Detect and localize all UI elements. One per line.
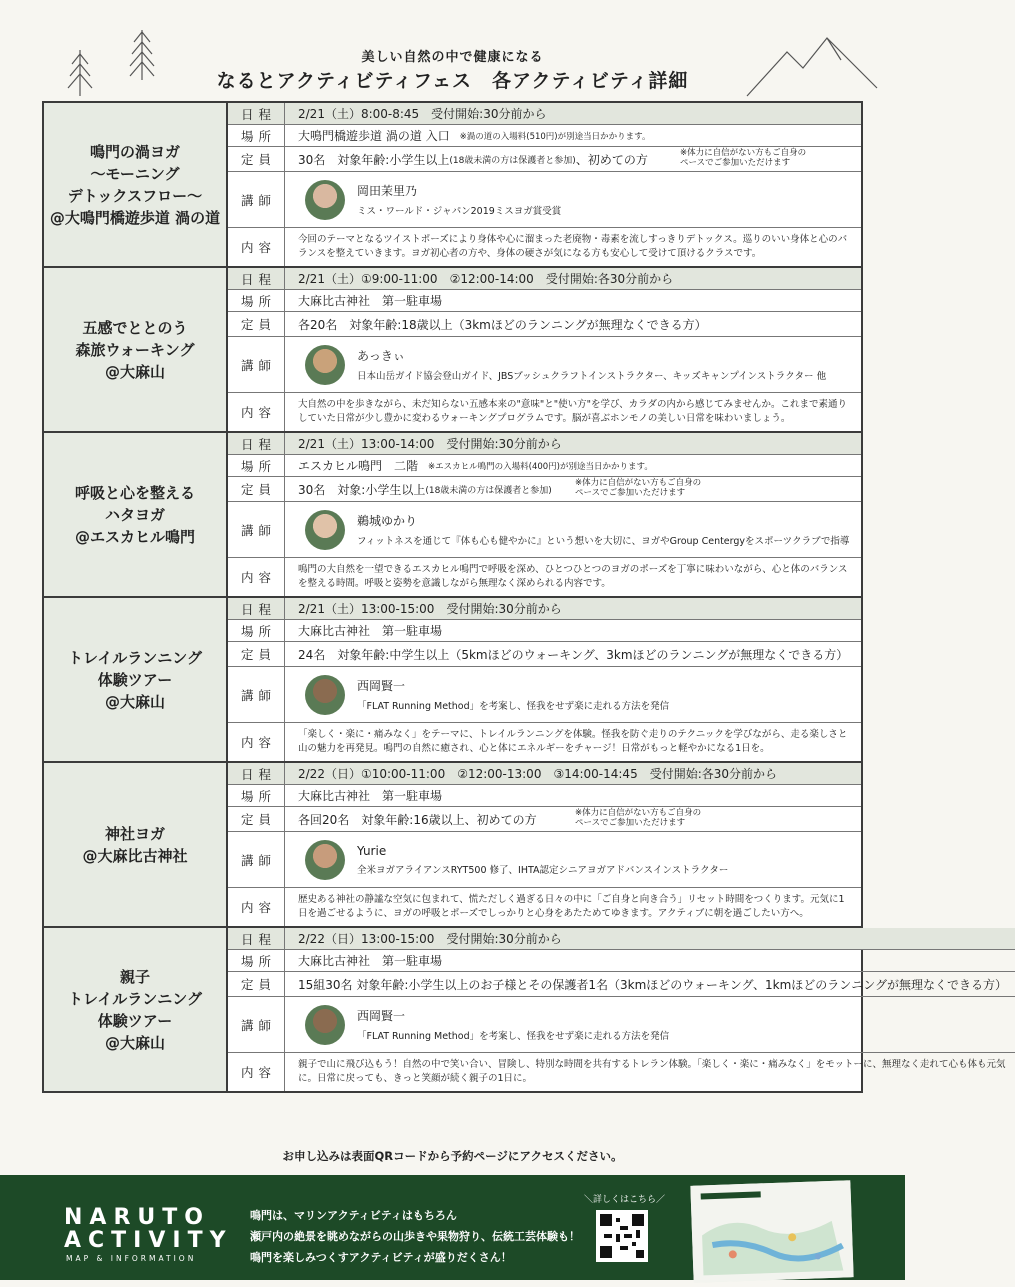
activity-name: トレイルランニング 体験ツアー @大麻山 bbox=[44, 598, 228, 761]
instructor-value bbox=[285, 172, 861, 227]
capacity-value bbox=[285, 147, 861, 171]
place-row bbox=[228, 950, 1015, 972]
schedule-label: 日程 bbox=[228, 928, 285, 949]
activity-name: 鳴門の渦ヨガ 〜モーニング デトックスフロー〜 @大鳴門橋遊歩道 渦の道 bbox=[44, 103, 228, 266]
capacity-value bbox=[285, 972, 1015, 996]
place-text: エスカヒル鳴門 二階 bbox=[298, 459, 419, 473]
activity-details bbox=[228, 928, 1015, 1091]
activity-block bbox=[44, 928, 1008, 1091]
activity-details bbox=[228, 268, 861, 431]
instructor-row bbox=[228, 997, 1015, 1053]
activity-name: 神社ヨガ @大麻比古神社 bbox=[44, 763, 228, 926]
instructor-name: Yurie bbox=[357, 843, 387, 858]
instructor-name: 西岡賢一 bbox=[357, 1009, 406, 1023]
schedule-value: 2/21（土）13:00-15:00 受付開始:30分前から bbox=[285, 598, 861, 619]
header bbox=[0, 0, 905, 100]
content-row bbox=[228, 1053, 1015, 1091]
schedule-label: 日程 bbox=[228, 103, 285, 124]
capacity-label: 定員 bbox=[228, 972, 285, 996]
activity-block bbox=[44, 103, 861, 268]
place-label: 場所 bbox=[228, 455, 285, 476]
capacity-text: 24名 対象年齢:中学生以上（5kmほどのウォーキング、3kmほどのランニングが無理なくできる方） bbox=[298, 647, 849, 662]
apply-notice: お申し込みは表面QRコードから予約ページにアクセスください。 bbox=[282, 1149, 623, 1163]
place-value bbox=[285, 950, 1015, 971]
instructor-row bbox=[228, 832, 861, 888]
instructor-name: 岡田茉里乃 bbox=[357, 184, 418, 198]
content-value bbox=[285, 888, 861, 926]
content-label: 内容 bbox=[228, 393, 285, 431]
capacity-text: 各回20名 対象年齢:16歳以上、初めての方 bbox=[298, 812, 537, 827]
capacity-note: ※体力に自信がない方もご自身の ペースでご参加いただけます bbox=[680, 148, 807, 168]
instructor-description: ミス・ワールド・ジャパン2019ミスヨガ賞受賞 bbox=[357, 206, 562, 217]
instructor-name: 西岡賢一 bbox=[357, 679, 406, 693]
place-row bbox=[228, 620, 861, 642]
place-label: 場所 bbox=[228, 125, 285, 146]
activity-block bbox=[44, 433, 861, 598]
capacity-text: 30名 対象年齢:小学生以上 bbox=[298, 152, 450, 167]
capacity-tail: 、初めての方 bbox=[575, 152, 648, 167]
schedule-label: 日程 bbox=[228, 433, 285, 454]
instructor-label: 講師 bbox=[228, 502, 285, 557]
instructor-label: 講師 bbox=[228, 997, 285, 1052]
instructor-row bbox=[228, 502, 861, 558]
instructor-description: 日本山岳ガイド協会登山ガイド、JBSブッシュクラフトインストラクター、キッズキャンプインストラクター 他 bbox=[357, 371, 827, 382]
instructor-avatar bbox=[305, 840, 345, 880]
schedule-value: 2/21（土）8:00-8:45 受付開始:30分前から bbox=[285, 103, 861, 124]
footer-text-line: 瀬戸内の絶景を眺めながらの山歩きや果物狩り、伝統工芸体験も！ bbox=[250, 1230, 580, 1243]
place-label: 場所 bbox=[228, 785, 285, 806]
qr-code[interactable] bbox=[596, 1210, 648, 1262]
schedule-row bbox=[228, 928, 1015, 950]
place-label: 場所 bbox=[228, 290, 285, 311]
place-note: ※エスカヒル鳴門の入場料(400円)が別途当日かかります。 bbox=[428, 461, 653, 472]
instructor-value bbox=[285, 337, 861, 392]
capacity-text: 各20名 対象年齢:18歳以上（3kmほどのランニングが無理なくできる方） bbox=[298, 317, 707, 332]
content-row bbox=[228, 888, 861, 926]
instructor-row bbox=[228, 667, 861, 723]
logo-text-line1: NARUTO bbox=[64, 1205, 210, 1230]
place-value bbox=[285, 455, 861, 476]
map-thumbnail-image bbox=[690, 1180, 853, 1283]
place-value bbox=[285, 620, 861, 641]
instructor-info bbox=[357, 512, 849, 547]
instructor-avatar bbox=[305, 180, 345, 220]
schedule-row bbox=[228, 268, 861, 290]
place-row bbox=[228, 455, 861, 477]
content-label: 内容 bbox=[228, 558, 285, 596]
capacity-label: 定員 bbox=[228, 312, 285, 336]
content-row bbox=[228, 393, 861, 431]
capacity-row bbox=[228, 807, 861, 832]
place-text: 大鳴門橋遊歩道 渦の道 入口 bbox=[298, 129, 450, 143]
capacity-note: ※体力に自信がない方もご自身の ペースでご参加いただけます bbox=[575, 478, 702, 498]
instructor-description: フィットネスを通じて『体も心も健やかに』という想いを大切に、ヨガやGroup Centergyをスポーツクラブで指導 bbox=[357, 536, 850, 547]
instructor-avatar bbox=[305, 510, 345, 550]
content-text: 親子で山に飛び込もう！自然の中で笑い合い、冒険し、特別な時間を共有するトレラン体験。「楽しく・楽に・痛みなく」をモットーに、無理なく走れて心も体も元気に。日常に戻っても、きっと笑顔が続く親子の1日に。 bbox=[298, 1059, 1006, 1084]
instructor-label: 講師 bbox=[228, 172, 285, 227]
instructor-value bbox=[285, 502, 861, 557]
content-row bbox=[228, 228, 861, 266]
place-text: 大麻比古神社 第一駐車場 bbox=[298, 294, 443, 308]
content-label: 内容 bbox=[228, 1053, 285, 1091]
qr-label: ＼詳しくはこちら／ bbox=[584, 1195, 666, 1205]
instructor-label: 講師 bbox=[228, 832, 285, 887]
capacity-row bbox=[228, 642, 861, 667]
capacity-value bbox=[285, 807, 861, 831]
instructor-label: 講師 bbox=[228, 337, 285, 392]
capacity-label: 定員 bbox=[228, 147, 285, 171]
activity-block bbox=[44, 268, 861, 433]
content-row bbox=[228, 558, 861, 596]
qr-code-icon bbox=[600, 1214, 644, 1258]
activity-details bbox=[228, 763, 861, 926]
schedule-row bbox=[228, 433, 861, 455]
instructor-avatar bbox=[305, 675, 345, 715]
capacity-value bbox=[285, 642, 861, 666]
schedule-value: 2/22（日）13:00-15:00 受付開始:30分前から bbox=[285, 928, 1015, 949]
instructor-info bbox=[357, 1007, 669, 1042]
place-value bbox=[285, 785, 861, 806]
capacity-value bbox=[285, 477, 861, 501]
instructor-info bbox=[357, 347, 826, 382]
footer bbox=[0, 1175, 905, 1280]
capacity-row bbox=[228, 477, 861, 502]
capacity-subtext: (18歳未満の方は保護者と参加) bbox=[425, 485, 552, 496]
schedule-label: 日程 bbox=[228, 268, 285, 289]
instructor-label: 講師 bbox=[228, 667, 285, 722]
content-value bbox=[285, 228, 861, 266]
content-text: 「楽しく・楽に・痛みなく」をテーマに、トレイルランニングを体験。怪我を防ぐ走りのテクニックを学びながら、走る楽しさと山の魅力を再発見。鳴門の自然に癒され、心と体にエネルギーをチャージ！日常がもっと軽やかになる1日を。 bbox=[298, 729, 848, 754]
instructor-description: 全米ヨガアライアンスRYT500 修了、IHTA認定シニアヨガアドバンスインストラクター bbox=[357, 864, 729, 876]
schedule-label: 日程 bbox=[228, 598, 285, 619]
instructor-name: 鵜城ゆかり bbox=[357, 514, 418, 528]
logo-text-line2: ACTIVITY bbox=[64, 1228, 233, 1253]
capacity-row bbox=[228, 312, 861, 337]
content-value bbox=[285, 723, 861, 761]
schedule-row bbox=[228, 763, 861, 785]
schedule-value: 2/22（日）①10:00-11:00 ②12:00-13:00 ③14:00-14:45 受付開始:各30分前から bbox=[285, 763, 861, 784]
content-text: 大自然の中を歩きながら、未だ知らない五感本来の"意味"と"使い方"を学び、カラダの内から感じてみませんか。これまで素通りしていた日常が少し豊かに変わるウォーキングプログラムです。脳が喜ぶホンモノの美しい日常を味わいましょう。 bbox=[298, 399, 848, 424]
content-label: 内容 bbox=[228, 723, 285, 761]
activity-details bbox=[228, 103, 861, 266]
place-text: 大麻比古神社 第一駐車場 bbox=[298, 624, 443, 638]
activity-details bbox=[228, 433, 861, 596]
instructor-description: 「FLAT Running Method」を考案し、怪我をせず楽に走れる方法を発信 bbox=[357, 701, 670, 712]
footer-text-line: 鳴門は、マリンアクティビティはもちろん bbox=[250, 1209, 457, 1222]
content-row bbox=[228, 723, 861, 761]
instructor-value bbox=[285, 832, 861, 887]
capacity-text: 15組30名 対象年齢:小学生以上のお子様とその保護者1名（3kmほどのウォーキング、1kmほどのランニングが無理なくできる方） bbox=[298, 977, 1008, 992]
schedule-value: 2/21（土）①9:00-11:00 ②12:00-14:00 受付開始:各30分前から bbox=[285, 268, 861, 289]
place-text: 大麻比古神社 第一駐車場 bbox=[298, 954, 443, 968]
map-thumbnail[interactable] bbox=[690, 1180, 853, 1283]
content-value bbox=[285, 393, 861, 431]
content-value bbox=[285, 1053, 1015, 1091]
capacity-label: 定員 bbox=[228, 807, 285, 831]
capacity-text: 30名 対象:小学生以上 bbox=[298, 482, 426, 497]
capacity-row bbox=[228, 147, 861, 172]
content-value bbox=[285, 558, 861, 596]
schedule-label: 日程 bbox=[228, 763, 285, 784]
capacity-row bbox=[228, 972, 1015, 997]
place-label: 場所 bbox=[228, 950, 285, 971]
instructor-value bbox=[285, 667, 861, 722]
logo-subtext: MAP & INFORMATION bbox=[66, 1254, 197, 1263]
place-label: 場所 bbox=[228, 620, 285, 641]
place-text: 大麻比古神社 第一駐車場 bbox=[298, 789, 443, 803]
activity-block bbox=[44, 598, 861, 763]
schedule-row bbox=[228, 103, 861, 125]
activity-name: 五感でととのう 森旅ウォーキング @大麻山 bbox=[44, 268, 228, 431]
content-text: 今回のテーマとなるツイストポーズにより身体や心に溜まった老廃物・毒素を流しすっきりデトックス。巡りのいい身体と心のバランスを整えていきます。ヨガ初心者の方や、身体の硬さが気になる方も安心して受けて頂けるクラスです。 bbox=[298, 234, 848, 259]
content-text: 歴史ある神社の静謐な空気に包まれて、慌ただしく過ぎる日々の中に「ご自身と向き合う」リセット時間をつくります。元気に1日を過ごせるように、ヨガの呼吸とポーズでしっかりと心身をあたためてゆきます。アクティブに朝を過ごしたい方へ。 bbox=[298, 894, 845, 919]
activity-block bbox=[44, 763, 861, 928]
instructor-name: あっきぃ bbox=[357, 349, 405, 363]
instructor-row bbox=[228, 172, 861, 228]
capacity-label: 定員 bbox=[228, 642, 285, 666]
footer-description bbox=[250, 1205, 580, 1268]
instructor-value bbox=[285, 997, 1015, 1052]
place-row bbox=[228, 785, 861, 807]
instructor-info bbox=[357, 182, 561, 217]
instructor-description: 「FLAT Running Method」を考案し、怪我をせず楽に走れる方法を発信 bbox=[357, 1031, 670, 1042]
activity-table bbox=[42, 101, 1008, 1093]
schedule-row bbox=[228, 598, 861, 620]
content-text: 鳴門の大自然を一望できるエスカヒル鳴門で呼吸を深め、ひとつひとつのヨガのポーズを丁寧に味わいながら、心と体のバランスを整える時間。呼吸と姿勢を意識しながら無理なく深められる内容です。 bbox=[298, 564, 848, 589]
capacity-value bbox=[285, 312, 861, 336]
schedule-value: 2/21（土）13:00-14:00 受付開始:30分前から bbox=[285, 433, 861, 454]
page-title: なるとアクティビティフェス 各アクティビティ詳細 bbox=[216, 70, 689, 92]
capacity-subtext: (18歳未満の方は保護者と参加) bbox=[449, 155, 576, 166]
place-row bbox=[228, 290, 861, 312]
instructor-avatar bbox=[305, 345, 345, 385]
place-value bbox=[285, 125, 861, 146]
capacity-label: 定員 bbox=[228, 477, 285, 501]
page-subtitle: 美しい自然の中で健康になる bbox=[361, 50, 544, 65]
instructor-avatar bbox=[305, 1005, 345, 1045]
instructor-info bbox=[357, 844, 728, 876]
instructor-row bbox=[228, 337, 861, 393]
place-row bbox=[228, 125, 861, 147]
capacity-note: ※体力に自信がない方もご自身の ペースでご参加いただけます bbox=[575, 808, 702, 828]
activity-name: 親子 トレイルランニング 体験ツアー @大麻山 bbox=[44, 928, 228, 1091]
place-note: ※渦の道の入場料(510円)が別途当日かかります。 bbox=[459, 131, 651, 142]
content-label: 内容 bbox=[228, 888, 285, 926]
activity-details bbox=[228, 598, 861, 761]
activity-name: 呼吸と心を整える ハタヨガ @エスカヒル鳴門 bbox=[44, 433, 228, 596]
place-value bbox=[285, 290, 861, 311]
instructor-info bbox=[357, 677, 669, 712]
content-label: 内容 bbox=[228, 228, 285, 266]
footer-text-line: 鳴門を楽しみつくすアクティビティが盛りだくさん！ bbox=[250, 1251, 512, 1264]
